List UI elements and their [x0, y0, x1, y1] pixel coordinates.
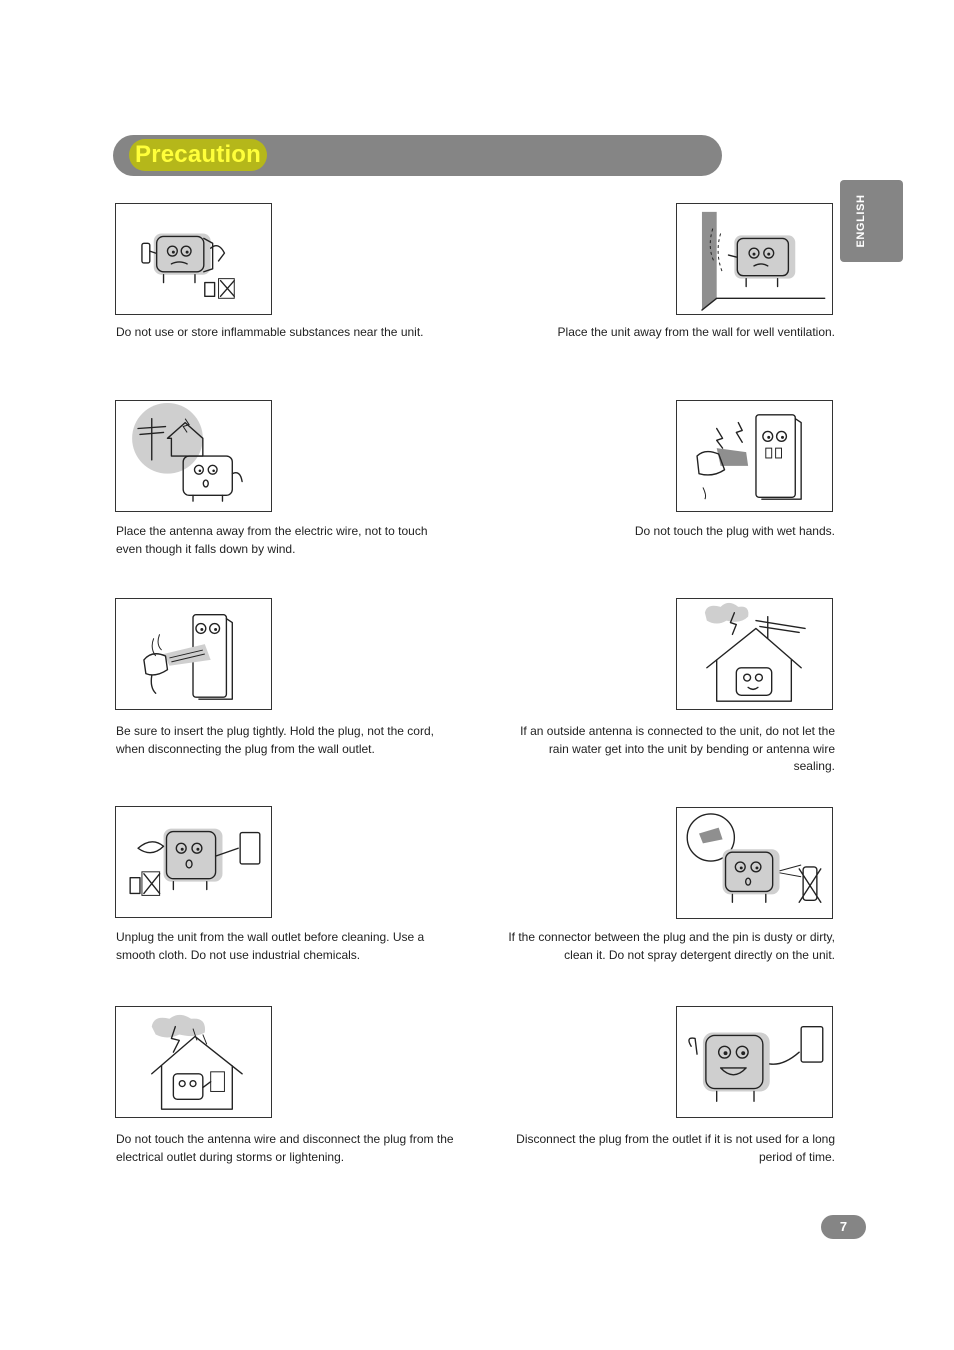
caption-unplug-cleaning: Unplug the unit from the wall outlet before cleaning. Use a smooth cloth. Do not use industrial chemicals. [116, 930, 425, 962]
disconnect-long-period-illustration [677, 1007, 832, 1117]
caption-insert-plug: Be sure to insert the plug tightly. Hold the plug, not the cord, when disconnecting the plug from the wall outlet. [116, 724, 434, 756]
antenna-electric-wire-illustration [116, 401, 271, 511]
caption-clean-connector: If the connector between the plug and the pin is dusty or dirty, clean it. Do not spray detergent directly on the unit. [508, 930, 835, 962]
illustration-insert-plug [115, 598, 272, 710]
page-number: 7 [821, 1215, 866, 1239]
caption-wall-ventilation: Place the unit away from the wall for well ventilation. [557, 325, 835, 339]
illustration-disconnect-long [676, 1006, 833, 1118]
language-tab [840, 180, 903, 262]
illustration-antenna-wire [115, 400, 272, 512]
page-title: Precaution [129, 139, 267, 171]
storm-lightning-illustration [116, 1007, 271, 1117]
illustration-clean-connector [676, 807, 833, 919]
outside-antenna-rain-illustration [677, 599, 832, 709]
caption-wet-hands: Do not touch the plug with wet hands. [634, 524, 835, 538]
caption-outside-antenna: If an outside antenna is connected to the unit, do not let the rain water get into the unit by bending or antenna wire sealing. [520, 724, 835, 773]
illustration-wet-hands [676, 400, 833, 512]
illustration-inflammable [115, 203, 272, 315]
tv-inflammable-warning-illustration [116, 204, 271, 314]
illustration-wall-ventilation [676, 203, 833, 315]
insert-plug-tightly-illustration [116, 599, 271, 709]
illustration-outside-antenna [676, 598, 833, 710]
caption-disconnect-long: Disconnect the plug from the outlet if it is not used for a long period of time. [516, 1132, 835, 1164]
caption-antenna-wire: Place the antenna away from the electric wire, not to touch even though it falls down by wind. [116, 524, 428, 556]
illustration-unplug-cleaning [115, 806, 272, 918]
caption-storm: Do not touch the antenna wire and disconnect the plug from the electrical outlet during storms or lightening. [116, 1132, 454, 1164]
wet-hands-plug-illustration [677, 401, 832, 511]
caption-inflammable: Do not use or store inflammable substances near the unit. [116, 325, 424, 339]
header-bar [113, 135, 722, 176]
clean-connector-no-spray-illustration [677, 808, 832, 918]
language-tab-label: ENGLISH [854, 194, 867, 248]
unplug-before-cleaning-illustration [116, 807, 271, 917]
tv-wall-ventilation-illustration [677, 204, 832, 314]
illustration-storm [115, 1006, 272, 1118]
